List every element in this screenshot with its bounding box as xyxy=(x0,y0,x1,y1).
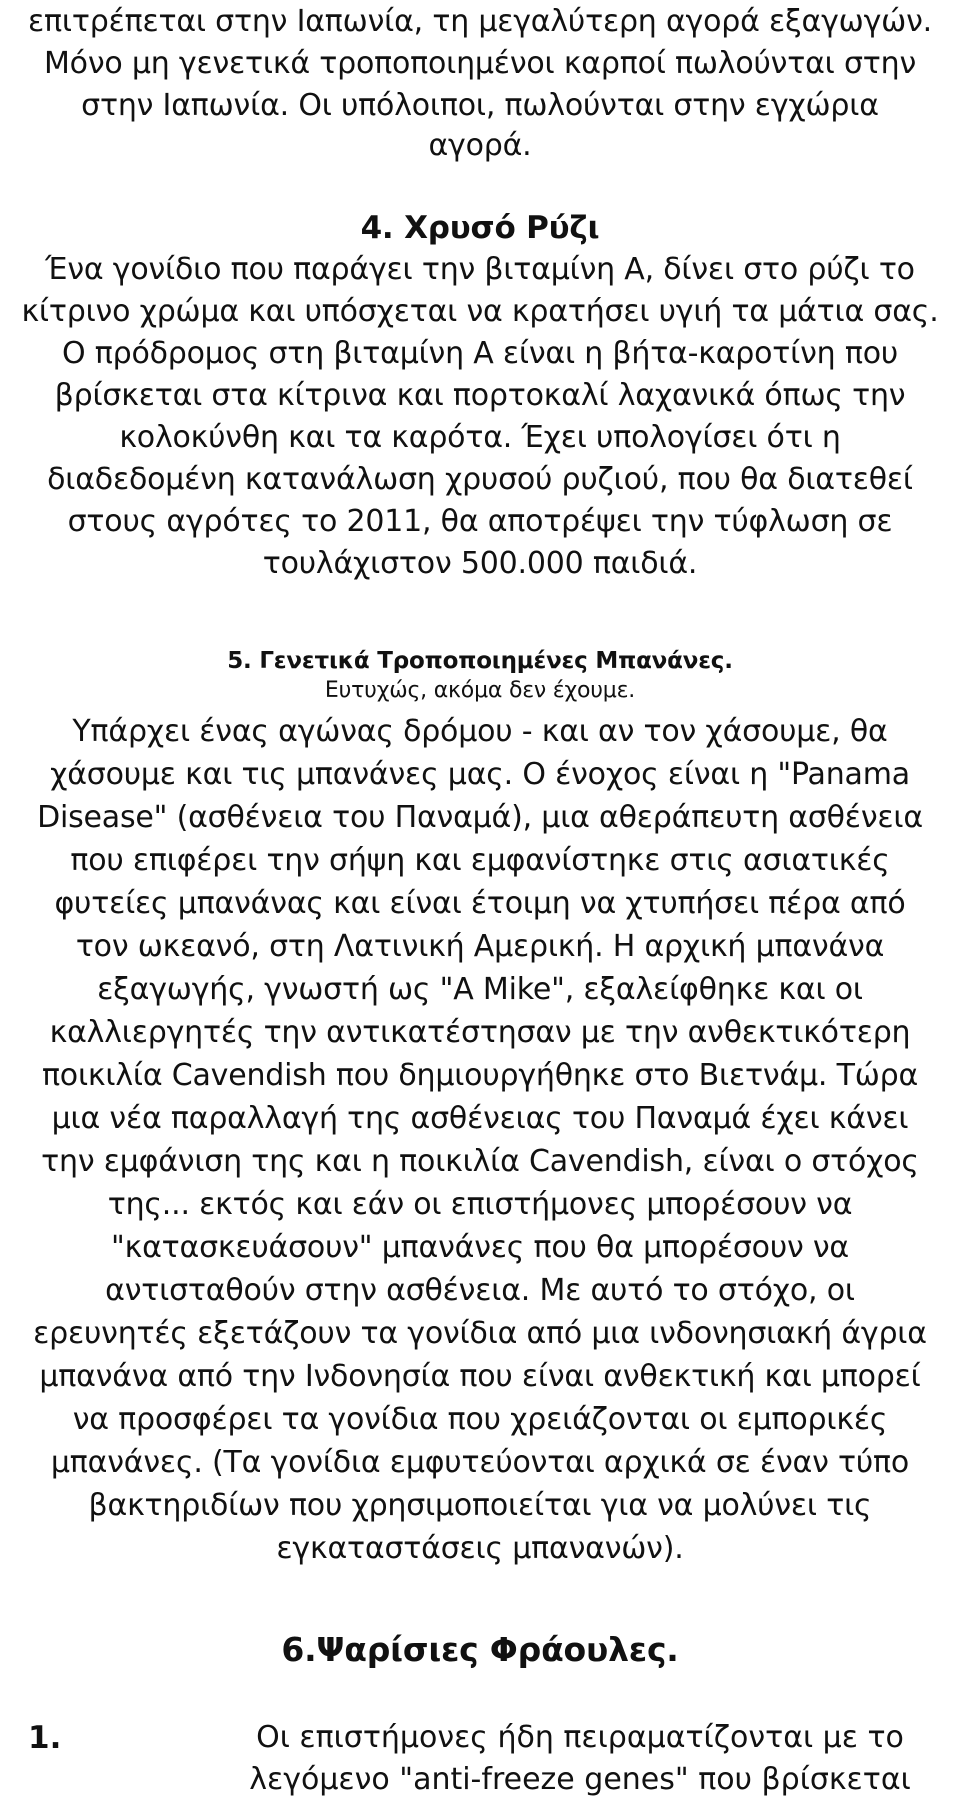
section-5-line: εξαγωγής, γνωστή ως "A Mike", εξαλείφθηκε και οι xyxy=(97,972,863,1007)
section-6-heading: 6.Ψαρίσιες Φράουλες. xyxy=(281,1630,679,1669)
section-5-line: ερευνητές εξετάζουν τα γονίδια από μια ινδονησιακή άγρια xyxy=(33,1316,927,1351)
section-5-line: που επιφέρει την σήψη και εμφανίστηκε στις ασιατικές xyxy=(70,843,890,878)
intro-line: στην Ιαπωνία. Οι υπόλοιποι, πωλούνται στην εγχώρια xyxy=(81,88,879,123)
section-4-line: στους αγρότες το 2011, θα αποτρέψει την τύφλωση σε xyxy=(67,504,893,539)
section-5-line: βακτηριδίων που χρησιμοποιείται για να μολύνει τις xyxy=(88,1488,872,1523)
section-4-line: βρίσκεται στα κίτρινα και πορτοκαλί λαχανικά όπως την xyxy=(54,378,906,413)
intro-line: Μόνο μη γενετικά τροποποιημένοι καρποί πωλούνται στην xyxy=(43,46,916,81)
section-5-line: Disease" (ασθένεια του Παναμά), μια αθεράπευτη ασθένεια xyxy=(37,800,923,835)
section-4-line: Ένα γονίδιο που παράγει την βιταμίνη Α, δίνει στο ρύζι το xyxy=(45,252,915,287)
section-5-line: χάσουμε και τις μπανάνες μας. Ο ένοχος είναι η "Panama xyxy=(50,757,910,792)
section-5-line: μια νέα παραλλαγή της ασθένειας του Παναμά έχει κάνει xyxy=(51,1101,909,1136)
section-5-line: μπανάνες. (Τα γονίδια εμφυτεύονται αρχικά σε έναν τύπο xyxy=(50,1445,910,1480)
list-item-number: 1. xyxy=(28,1720,62,1756)
section-5-line: τον ωκεανό, στη Λατινική Αμερική. Η αρχική μπανάνα xyxy=(75,929,885,964)
section-5-line: "κατασκευάσουν" μπανάνες που θα μπορέσουν να xyxy=(110,1230,850,1265)
section-5-subtitle: Ευτυχώς, ακόμα δεν έχουμε. xyxy=(324,678,636,703)
section-5-line: να προσφέρει τα γονίδια που χρειάζονται οι εμπορικές xyxy=(72,1402,888,1437)
section-5-line: μπανάνα από την Ινδονησία που είναι ανθεκτική και μπορεί xyxy=(39,1359,921,1394)
section-4-line: Ο πρόδρομος στη βιταμίνη Α είναι η βήτα-καροτίνη που xyxy=(61,336,899,371)
intro-line: αγορά. xyxy=(428,128,532,163)
section-5-line: εγκαταστάσεις μπανανών). xyxy=(276,1531,684,1566)
section-4-heading: 4. Χρυσό Ρύζι xyxy=(360,210,600,246)
section-4-line: τουλάχιστον 500.000 παιδιά. xyxy=(262,546,698,581)
list-item-line: Οι επιστήμονες ήδη πειραματίζονται με το xyxy=(256,1720,904,1755)
section-5-line: Υπάρχει ένας αγώνας δρόμου - και αν τον χάσουμε, θα xyxy=(72,714,888,749)
list-item-line: λεγόμενο "anti-freeze genes" που βρίσκεται xyxy=(249,1762,911,1797)
section-5-line: της... εκτός και εάν οι επιστήμονες μπορέσουν να xyxy=(107,1187,853,1222)
section-5-line: φυτείες μπανάνας και είναι έτοιμη να χτυπήσει πέρα από xyxy=(54,886,906,921)
section-5-line: ποικιλία Cavendish που δημιουργήθηκε στο Βιετνάμ. Τώρα xyxy=(41,1058,919,1093)
section-4-line: κολοκύνθη και τα καρότα. Έχει υπολογίσει ότι η xyxy=(119,420,841,455)
section-4-line: κίτρινο χρώμα και υπόσχεται να κρατήσει υγιή τα μάτια σας. xyxy=(21,294,939,329)
section-5-line: την εμφάνιση της και η ποικιλία Cavendish, είναι ο στόχος xyxy=(41,1144,919,1179)
intro-line: επιτρέπεται στην Ιαπωνία, τη μεγαλύτερη αγορά εξαγωγών. xyxy=(28,4,932,39)
section-5-line: καλλιεργητές την αντικατέστησαν με την ανθεκτικότερη xyxy=(49,1015,911,1050)
section-5-heading: 5. Γενετικά Τροποποιημένες Μπανάνες. xyxy=(227,648,733,674)
section-5-line: αντισταθούν στην ασθένεια. Με αυτό το στόχο, οι xyxy=(105,1273,855,1308)
section-4-line: διαδεδομένη κατανάλωση χρυσού ρυζιού, που θα διατεθεί xyxy=(47,462,913,497)
